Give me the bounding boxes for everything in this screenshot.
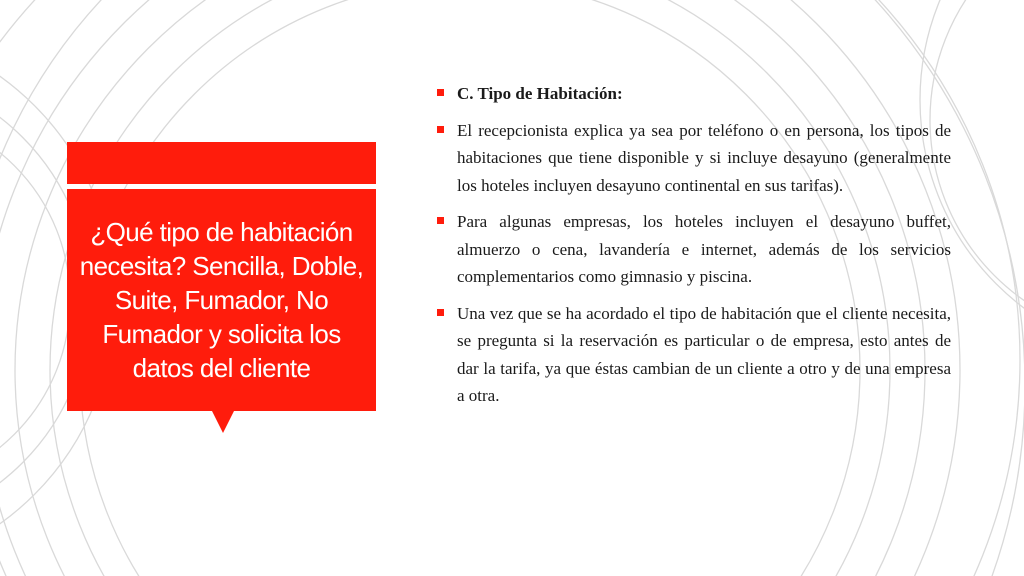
bullet-text: El recepcionista explica ya sea por teléfono o en persona, los tipos de habitaciones que tiene disponible y si incluye desayuno (generalmente los hoteles incluyen desayuno continental en sus tarifas). xyxy=(457,120,951,195)
title-box xyxy=(67,189,376,411)
slide-title: ¿Qué tipo de habitación necesita? Sencilla, Doble, Suite, Fumador, No Fumador y solicita los datos del cliente xyxy=(79,217,364,383)
bullet-item xyxy=(437,208,951,291)
bullet-text: Una vez que se ha acordado el tipo de habitación que el cliente necesita, se pregunta si la reservación es particular o de empresa, esto antes de dar la tarifa, ya que éstas cambian de un cliente a otro y de una empresa a otra. xyxy=(457,303,951,405)
square-bullet-icon xyxy=(437,89,444,96)
square-bullet-icon xyxy=(437,217,444,224)
title-pointer-triangle xyxy=(212,411,234,433)
bullet-item-heading xyxy=(437,80,951,108)
bullet-item xyxy=(437,300,951,410)
bullet-text: C. Tipo de Habitación: xyxy=(457,84,623,103)
bullet-list xyxy=(437,80,951,410)
bullet-text: Para algunas empresas, los hoteles incluyen el desayuno buffet, almuerzo o cena, lavandería e internet, además de los servicios complementarios como gimnasio y piscina. xyxy=(457,212,951,286)
bullet-item xyxy=(437,117,951,200)
square-bullet-icon xyxy=(437,126,444,133)
square-bullet-icon xyxy=(437,309,444,316)
accent-bar xyxy=(67,142,376,184)
